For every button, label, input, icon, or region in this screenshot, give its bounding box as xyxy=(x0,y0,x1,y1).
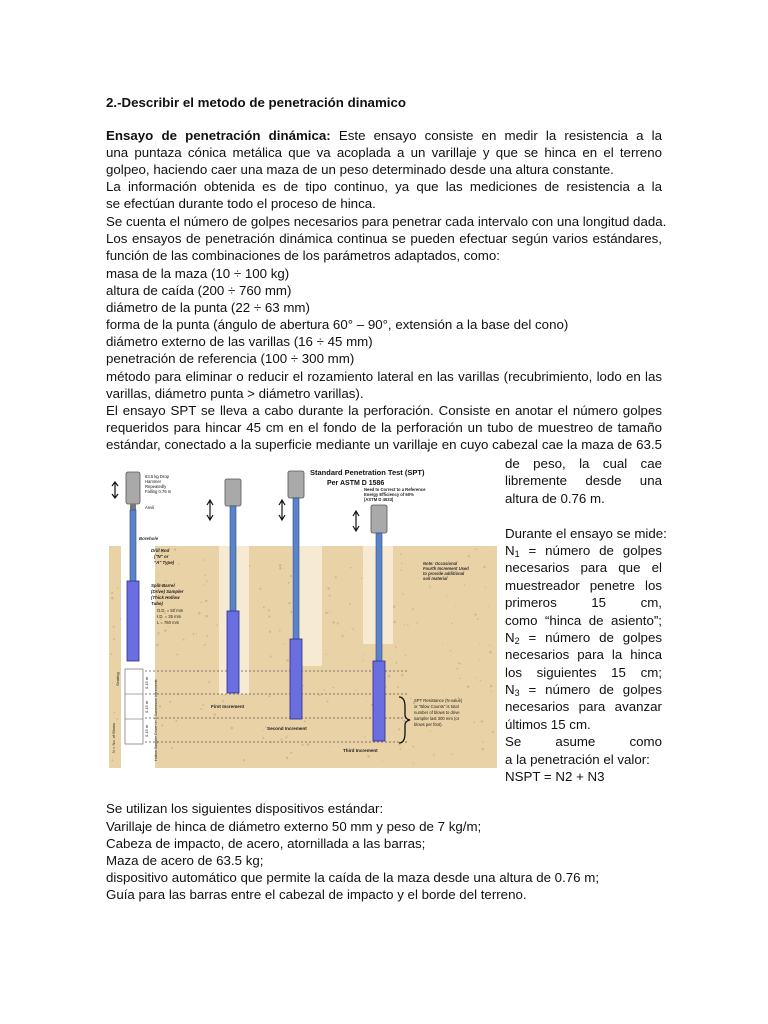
soil-speck xyxy=(477,618,479,620)
param-item: forma de la punta (ángulo de abertura 60° – 90°, extensión a la base del cono) xyxy=(106,317,569,332)
soil-speck xyxy=(302,744,304,746)
soil-speck xyxy=(474,613,476,615)
soil-speck xyxy=(405,655,406,656)
soil-speck xyxy=(113,712,115,714)
device-item: Cabeza de impacto, de acero, atornillada a las barras; xyxy=(106,836,426,851)
soil-speck xyxy=(395,647,397,649)
figure-title: Standard Penetration Test (SPT) xyxy=(310,468,425,477)
soil-speck xyxy=(489,651,492,654)
sampler-label-line: (Drive) Sampler xyxy=(151,589,184,594)
soil-speck xyxy=(206,580,208,582)
soil-speck xyxy=(268,609,270,611)
n1-symbol: N xyxy=(505,542,515,558)
soil-speck xyxy=(482,748,484,750)
soil-speck xyxy=(401,563,403,565)
intro-lead-term: Ensayo de penetración dinámica: xyxy=(106,128,331,143)
param-item: altura de caída (200 ÷ 760 mm) xyxy=(106,283,292,298)
soil-speck xyxy=(112,682,113,683)
soil-speck xyxy=(485,587,486,588)
hammer-3 xyxy=(288,471,304,498)
n3-symbol: N xyxy=(505,682,515,698)
soil-speck xyxy=(395,662,397,664)
side-line: los siguientes 15 cm; xyxy=(505,664,662,680)
intro-paragraph-line: golpeo, haciendo caer una maza de un peso determinado desde una altura constante. xyxy=(106,162,614,177)
soil-speck xyxy=(174,548,176,550)
section-heading: 2.-Describir el metodo de penetración dinamico xyxy=(106,95,406,110)
soil-speck xyxy=(489,645,490,646)
soil-speck xyxy=(283,568,284,569)
hammer-label-line: Falling 0.76 m xyxy=(145,489,172,494)
dimension-line: I.D. = 35 mm xyxy=(157,614,182,619)
soil-speck xyxy=(231,727,234,730)
soil-speck xyxy=(326,654,327,655)
soil-speck xyxy=(475,549,477,551)
soil-speck xyxy=(326,700,328,702)
soil-speck xyxy=(209,682,210,683)
soil-speck xyxy=(429,585,430,586)
first-increment-label: First Increment xyxy=(211,704,245,709)
soil-speck xyxy=(325,612,327,614)
soil-speck xyxy=(350,567,352,569)
soil-speck xyxy=(399,744,401,746)
soil-speck xyxy=(175,720,177,722)
side-line: de peso, la cual cae xyxy=(505,456,662,471)
soil-speck xyxy=(333,621,335,623)
hammer-4 xyxy=(371,505,387,533)
soil-speck xyxy=(352,628,353,629)
side-line: necesarios para que el xyxy=(505,560,662,576)
soil-speck xyxy=(111,597,114,600)
resistance-line: SPT Resistance (N-value) xyxy=(414,698,463,703)
spt-paragraph-line: El ensayo SPT se lleva a cabo durante la perforación. Consiste en anotar el número golpes xyxy=(106,403,662,418)
soil-speck xyxy=(400,748,402,750)
soil-speck xyxy=(290,575,292,577)
n2-definition xyxy=(505,629,662,646)
spt-diagram xyxy=(107,461,499,769)
dimension-line: O.D. = 50 mm xyxy=(157,608,184,613)
soil-speck xyxy=(288,602,290,604)
soil-speck xyxy=(159,705,161,707)
soil-speck xyxy=(346,665,347,666)
soil-speck xyxy=(262,737,264,739)
soil-speck xyxy=(403,720,405,722)
soil-speck xyxy=(398,728,400,730)
param-item: diámetro de la punta (22 ÷ 63 mm) xyxy=(106,300,310,315)
hammer-label-line: Hammer xyxy=(145,479,162,484)
soil-speck xyxy=(307,743,310,746)
resistance-line: sampler last 300 mm (or xyxy=(414,716,460,721)
soil-speck xyxy=(492,731,494,733)
soil-speck xyxy=(304,721,306,723)
soil-speck xyxy=(323,689,325,691)
soil-speck xyxy=(280,739,282,741)
soil-speck xyxy=(206,635,208,637)
soil-speck xyxy=(196,633,197,634)
soil-speck xyxy=(364,736,365,737)
third-increment-label: Third Increment xyxy=(343,748,378,753)
device-item: Guía para las barras entre el cabezal de impacto y el borde del terreno. xyxy=(106,887,527,902)
soil-speck xyxy=(361,578,362,579)
soil-speck xyxy=(388,675,391,678)
soil-speck xyxy=(204,644,206,646)
soil-speck xyxy=(169,701,171,703)
soil-speck xyxy=(319,694,321,696)
hollow-sampler-label: Hollow Sampler Driven In 3 Successive Increments xyxy=(154,679,158,761)
soil-speck xyxy=(382,760,383,761)
spt-paragraph-line: estándar, conectado a la superficie mediante un varillaje en cuyo cabezal cae la maza de 63.5 xyxy=(106,437,662,452)
soil-speck xyxy=(200,708,201,709)
n3-text: = número de golpes xyxy=(519,682,662,698)
soil-speck xyxy=(216,624,218,626)
soil-speck xyxy=(286,659,288,661)
soil-speck xyxy=(204,575,206,577)
soil-speck xyxy=(201,709,202,710)
soil-speck xyxy=(171,747,173,749)
side-line: últimos 15 cm. xyxy=(505,716,591,732)
soil-speck xyxy=(467,685,470,688)
soil-speck xyxy=(433,754,435,756)
soil-speck xyxy=(451,753,453,755)
anvil-1 xyxy=(130,504,136,510)
soil-speck xyxy=(157,632,159,634)
device-item: Varillaje de hinca de diámetro externo 50 mm y peso de 7 kg/m; xyxy=(106,819,482,834)
soil-speck xyxy=(444,690,445,691)
note-line: soil material xyxy=(423,576,448,581)
soil-speck xyxy=(164,629,166,631)
soil-speck xyxy=(442,644,443,645)
increment-length: 0.15 m xyxy=(144,700,149,713)
n1-text: = número de golpes xyxy=(519,542,662,558)
intro-paragraph-line: una puntaza cónica metálica que va acoplada a un varillaje y que se hinca en el terreno xyxy=(106,145,662,160)
soil-speck xyxy=(243,759,245,761)
split-barrel-1 xyxy=(127,581,139,661)
soil-speck xyxy=(459,678,461,680)
side-line: muestreador penetre los xyxy=(505,577,662,593)
param-item: masa de la maza (10 ÷ 100 kg) xyxy=(106,266,290,281)
soil-speck xyxy=(400,554,402,556)
soil-speck xyxy=(222,700,224,702)
soil-speck xyxy=(263,607,265,609)
increment-scale xyxy=(125,669,143,744)
soil-speck xyxy=(412,746,414,748)
sampler-label-line: Tube) xyxy=(151,601,163,606)
soil-speck xyxy=(403,624,404,625)
split-barrel-2 xyxy=(227,611,239,693)
soil-speck xyxy=(458,662,460,664)
soil-speck xyxy=(483,566,485,568)
soil-speck xyxy=(200,601,202,603)
soil-speck xyxy=(480,680,482,682)
soil-speck xyxy=(206,615,208,617)
soil-speck xyxy=(451,623,452,624)
hammer-2 xyxy=(225,479,241,506)
figure-subtitle: Per ASTM D 1586 xyxy=(327,480,385,487)
hammer-label-line: Repeatedly xyxy=(145,484,167,489)
drill-rod-label-line: Drill Rod xyxy=(151,548,170,553)
seating-label: Seating xyxy=(115,672,120,686)
n1-subscript: 1 xyxy=(514,548,520,559)
soil-speck xyxy=(401,674,403,676)
soil-speck xyxy=(279,567,282,570)
soil-speck xyxy=(156,644,159,647)
drill-rod-3 xyxy=(293,498,299,648)
soil-speck xyxy=(366,701,367,702)
soil-speck xyxy=(178,564,179,565)
second-increment-label: Second Increment xyxy=(267,726,307,731)
soil-speck xyxy=(158,574,159,575)
soil-speck xyxy=(327,587,329,589)
soil-speck xyxy=(482,741,483,742)
soil-speck xyxy=(355,690,356,691)
soil-speck xyxy=(386,686,387,687)
drill-rod-2 xyxy=(230,506,236,626)
split-barrel-4 xyxy=(373,661,385,741)
soil-speck xyxy=(349,603,351,605)
sampler-label-line: Split-Barrel xyxy=(151,583,175,588)
note-line: Fourth Increment Used xyxy=(423,566,469,571)
soil-speck xyxy=(456,668,458,670)
resistance-line: blows per foot). xyxy=(414,722,443,727)
soil-speck xyxy=(269,631,271,633)
intro-paragraph-line xyxy=(106,127,662,144)
soil-speck xyxy=(401,569,403,571)
soil-speck xyxy=(205,600,208,603)
soil-speck xyxy=(193,633,195,635)
soil-speck xyxy=(333,687,335,689)
info-paragraph-line: La información obtenida es de tipo continuo, ya que las mediciones de resistencia a la xyxy=(106,179,662,194)
note-line: to provide additional xyxy=(423,571,465,576)
intro-text: Este ensayo consiste en medir la resistencia a la xyxy=(338,128,662,143)
soil-speck xyxy=(479,644,480,645)
n3-subscript: 3 xyxy=(514,688,520,699)
n1-definition xyxy=(505,542,662,559)
soil-speck xyxy=(488,606,489,607)
soil-speck xyxy=(479,660,480,661)
side-line: Durante el ensayo se mide: xyxy=(505,525,667,541)
drill-rod-label-line: "A" Type) xyxy=(154,560,175,565)
soil-speck xyxy=(362,660,363,661)
soil-speck xyxy=(475,677,476,678)
side-column xyxy=(505,455,667,785)
anvil-label: Anvil xyxy=(145,505,155,510)
device-item: Maza de acero de 63.5 kg; xyxy=(106,853,264,868)
soil-speck xyxy=(285,736,287,738)
soil-speck xyxy=(393,621,395,623)
soil-speck xyxy=(287,735,288,736)
soil-speck xyxy=(464,585,465,586)
increment-length: 0.15 m xyxy=(144,676,149,689)
side-line: Se asume como xyxy=(505,734,662,750)
note-line: Note: Occasional xyxy=(423,561,458,566)
energy-note-line: (ASTM D 4633) xyxy=(364,497,394,502)
drill-rod-label-line: ("N" or xyxy=(154,554,169,559)
soil-speck xyxy=(329,611,330,612)
split-barrel-3 xyxy=(290,639,302,719)
energy-note-line: Energy Efficiency of 60% xyxy=(364,492,414,497)
soil-speck xyxy=(111,759,113,761)
side-line: primeros 15 cm, xyxy=(505,595,662,611)
soil-speck xyxy=(468,555,470,557)
soil-speck xyxy=(203,584,204,585)
soil-speck xyxy=(367,755,369,757)
soil-speck xyxy=(418,577,419,578)
soil-speck xyxy=(337,623,339,625)
soil-speck xyxy=(429,730,430,731)
sampler-label-line: (Thick Hollow xyxy=(151,595,180,600)
side-line: como “hinca de asiento”; xyxy=(505,612,662,628)
soil-speck xyxy=(345,631,346,632)
soil-speck xyxy=(268,615,270,617)
info-paragraph-line: se efectúan durante todo el proceso de hinca. xyxy=(106,196,376,211)
n2-text: = número de golpes xyxy=(519,629,662,645)
soil-speck xyxy=(161,724,163,726)
nspt-formula: NSPT = N2 + N3 xyxy=(505,769,605,785)
soil-speck xyxy=(491,691,492,692)
hammer-1 xyxy=(126,472,140,504)
soil-speck xyxy=(413,763,414,764)
side-line: a la penetración el valor: xyxy=(505,751,650,767)
soil-speck xyxy=(341,635,343,637)
soil-speck xyxy=(290,752,292,754)
param-item: diámetro externo de las varillas (16 ÷ 45 mm) xyxy=(106,334,373,349)
soil-speck xyxy=(450,650,451,651)
soil-speck xyxy=(402,593,404,595)
energy-note-line: Need to Correct to a Reference xyxy=(364,487,426,492)
soil-speck xyxy=(268,695,270,697)
side-line: altura de 0.76 m. xyxy=(505,490,605,506)
n2-subscript: 2 xyxy=(514,635,520,646)
soil-speck xyxy=(120,618,122,620)
soil-speck xyxy=(110,653,112,655)
standards-paragraph-line: función de las combinaciones de los parámetros adaptados, como: xyxy=(106,248,500,263)
resistance-line: or "Blow Counts" is total xyxy=(414,704,459,709)
param-item: penetración de referencia (100 ÷ 300 mm) xyxy=(106,351,355,366)
soil-speck xyxy=(263,730,264,731)
soil-speck xyxy=(416,622,418,624)
soil-speck xyxy=(410,698,411,699)
soil-speck xyxy=(117,718,119,720)
soil-speck xyxy=(429,587,431,589)
soil-speck xyxy=(446,595,447,596)
hammer-label-line: 63.5 kg Drop xyxy=(145,474,169,479)
borehole-label: Borehole xyxy=(139,536,159,541)
param-item: método para eliminar o reducir el rozamiento lateral en las varillas (recubrimiento, lodo en las xyxy=(106,369,662,384)
soil-speck xyxy=(460,663,461,664)
soil-speck xyxy=(198,613,200,615)
soil-speck xyxy=(202,704,204,706)
soil-speck xyxy=(329,746,330,747)
soil-speck xyxy=(490,685,492,687)
soil-speck xyxy=(270,655,272,657)
soil-speck xyxy=(455,606,456,607)
spt-paragraph-line: requeridos para hincar 45 cm en el fondo de la perforación un tubo de muestreo de tamaño xyxy=(106,420,662,435)
drill-rod-4 xyxy=(376,533,382,673)
side-line: libremente desde una xyxy=(505,473,662,489)
soil-speck xyxy=(283,643,284,644)
param-item: varillas, diámetro punta > diámetro varillas). xyxy=(106,386,364,401)
soil-speck xyxy=(407,624,409,626)
count-paragraph-line: Se cuenta el número de golpes necesarios para penetrar cada intervalo con una longitud dada. xyxy=(106,214,667,229)
side-spacer xyxy=(505,507,662,524)
soil-speck xyxy=(176,654,178,656)
increment-length: 0.15 m xyxy=(144,724,149,737)
soil-speck xyxy=(329,595,331,597)
device-item: dispositivo automático que permite la caída de la maza desde una altura de 0.76 m; xyxy=(106,870,600,885)
resistance-line: number of blows to drive xyxy=(414,710,460,715)
dimension-line: L = 760 mm xyxy=(157,620,180,625)
soil-speck xyxy=(279,630,281,632)
devices-title: Se utilizan los siguientes dispositivos estándar: xyxy=(106,801,384,816)
soil-speck xyxy=(397,686,399,688)
standards-paragraph-line: Los ensayos de penetración dinámica continua se pueden efectuar según varios estándares, xyxy=(106,231,662,246)
blows-label: N = No. of Blows xyxy=(111,723,116,753)
soil-speck xyxy=(113,626,115,628)
soil-speck xyxy=(111,592,113,594)
soil-speck xyxy=(481,720,483,722)
soil-speck xyxy=(393,605,396,608)
soil-speck xyxy=(113,638,115,640)
soil-speck xyxy=(412,608,414,610)
soil-speck xyxy=(116,719,117,720)
soil-speck xyxy=(303,685,304,686)
soil-speck xyxy=(286,757,288,759)
soil-speck xyxy=(204,559,206,561)
side-line: necesarios para avanzar xyxy=(505,699,662,715)
soil-speck xyxy=(165,580,167,582)
soil-speck xyxy=(183,639,185,641)
soil-speck xyxy=(259,588,261,590)
soil-speck xyxy=(117,588,118,589)
side-line: necesarios para la hinca xyxy=(505,647,662,663)
soil-speck xyxy=(167,626,168,627)
soil-speck xyxy=(214,713,216,715)
n3-definition xyxy=(505,681,662,698)
soil-speck xyxy=(279,564,282,567)
n2-symbol: N xyxy=(505,629,515,645)
soil-speck xyxy=(335,576,337,578)
soil-speck xyxy=(364,655,365,656)
soil-speck xyxy=(494,552,495,553)
soil-speck xyxy=(288,582,290,584)
soil-speck xyxy=(473,722,475,724)
